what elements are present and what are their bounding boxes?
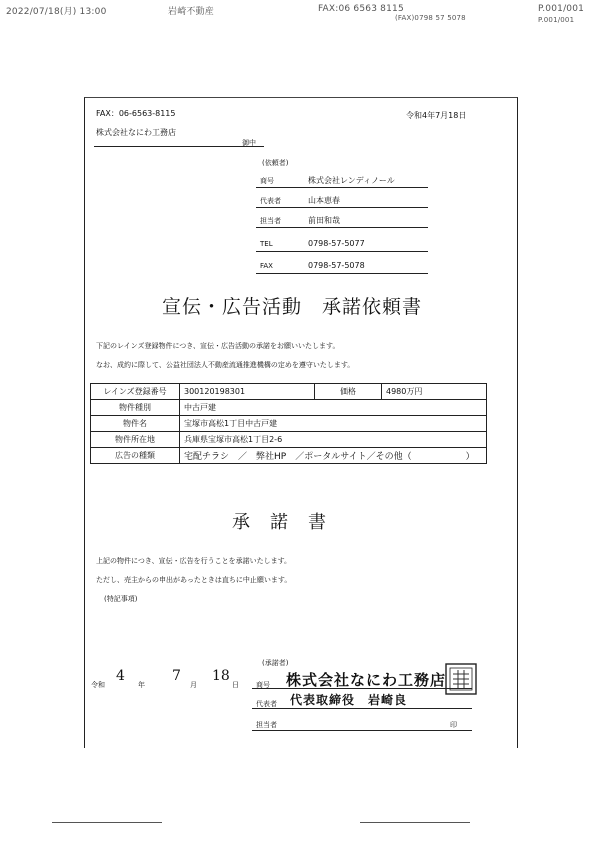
date-month: 7: [172, 668, 181, 684]
consent-title: 承 諾 書: [232, 512, 327, 533]
address-label: 物件所在地: [91, 432, 180, 448]
type-value: 中古戸建: [180, 400, 487, 416]
requester-person-label: 担当者: [260, 217, 281, 225]
grantor-company: 株式会社なにわ工務店: [286, 671, 447, 689]
fax-sub-page: P.001/001: [538, 16, 575, 24]
grantor-rep-label: 代表者: [256, 700, 277, 708]
recipient-honorific: 御中: [242, 139, 256, 147]
grantor-company-label: 商号: [256, 681, 270, 689]
name-value: 宝塚市高松1丁目中古戸建: [180, 416, 487, 432]
consent-line-1: 上記の物件につき、宣伝・広告を行うことを承諾いたします。: [96, 557, 292, 565]
document-title: 宣伝・広告活動 承諾依頼書: [162, 296, 423, 318]
date-era: 令和: [91, 681, 105, 689]
date-year-unit: 年: [138, 681, 145, 689]
address-value: 兵庫県宝塚市高松1丁目2-6: [180, 432, 487, 448]
date-year: 4: [116, 668, 125, 684]
name-label: 物件名: [91, 416, 180, 432]
fax-sub-code: (FAX)0798 57 5078: [395, 14, 466, 22]
media-value: 宅配チラシ ／ 弊社HP ／ポータルサイト／その他（ ）: [180, 448, 487, 464]
requester-tel: 0798-57-5077: [308, 239, 365, 248]
date-day-unit: 日: [232, 681, 239, 689]
requester-person-line: [256, 227, 428, 228]
grantor-rep-line: [252, 708, 472, 709]
date-day: 18: [212, 668, 230, 684]
requester-company: 株式会社レンディノール: [308, 176, 395, 185]
price-value: 4980万円: [382, 384, 487, 400]
fax-sender: 岩崎不動産: [168, 7, 215, 17]
requester-fax-label: FAX: [260, 262, 273, 270]
media-label: 広告の種類: [91, 448, 180, 464]
requester-tel-label: TEL: [260, 240, 273, 248]
special-notes-label: (特記事項): [104, 595, 138, 603]
requester-company-label: 商号: [260, 177, 274, 185]
body-line-1: 下記のレインズ登録物件につき、宣伝・広告活動の承諾をお願いいたします。: [96, 342, 340, 350]
price-label: 価格: [315, 384, 382, 400]
requester-rep: 山本恵春: [308, 196, 340, 205]
consent-line-2: ただし、売主からの申出があったときは直ちに中止願います。: [96, 576, 292, 584]
seal-mark: 印: [450, 721, 457, 729]
letter-fax: FAX：06-6563-8115: [96, 109, 176, 118]
table-row: [91, 448, 487, 464]
grantor-person-line: [252, 730, 472, 731]
recipient-name: 株式会社なにわ工務店: [96, 128, 176, 137]
table-row: [91, 416, 487, 432]
date-month-unit: 月: [190, 681, 197, 689]
letter-date: 令和4年7月18日: [406, 111, 467, 120]
requester-fax-line: [256, 273, 428, 274]
scan-mark-right: [360, 822, 470, 823]
requester-rep-line: [256, 207, 428, 208]
table-row: [91, 400, 487, 416]
requester-person: 前田和哉: [308, 216, 340, 225]
grantor-label: (承諾者): [262, 659, 289, 667]
requester-fax: 0798-57-5078: [308, 261, 365, 270]
requester-company-line: [256, 187, 428, 188]
grantor-person-label: 担当者: [256, 721, 277, 729]
type-label: 物件種別: [91, 400, 180, 416]
requester-tel-line: [256, 251, 428, 252]
requester-label: (依頼者): [262, 159, 289, 167]
company-seal: [444, 662, 478, 696]
requester-rep-label: 代表者: [260, 197, 281, 205]
fax-page: P.001/001: [538, 4, 585, 14]
property-table: [90, 383, 487, 464]
reins-value: 300120198301: [180, 384, 315, 400]
table-row: [91, 432, 487, 448]
fax-number: FAX:06 6563 8115: [318, 4, 404, 14]
grantor-company-line: [252, 688, 472, 689]
table-row: [91, 384, 487, 400]
body-line-2: なお、成約に際して、公益社団法人不動産流通推進機構の定めを遵守いたします。: [96, 361, 355, 369]
reins-label: レインズ登録番号: [91, 384, 180, 400]
scan-mark-left: [52, 822, 162, 823]
recipient-underline: [94, 146, 264, 147]
grantor-rep: 代表取締役 岩崎良: [290, 693, 408, 707]
fax-datetime: 2022/07/18(月) 13:00: [6, 7, 107, 17]
